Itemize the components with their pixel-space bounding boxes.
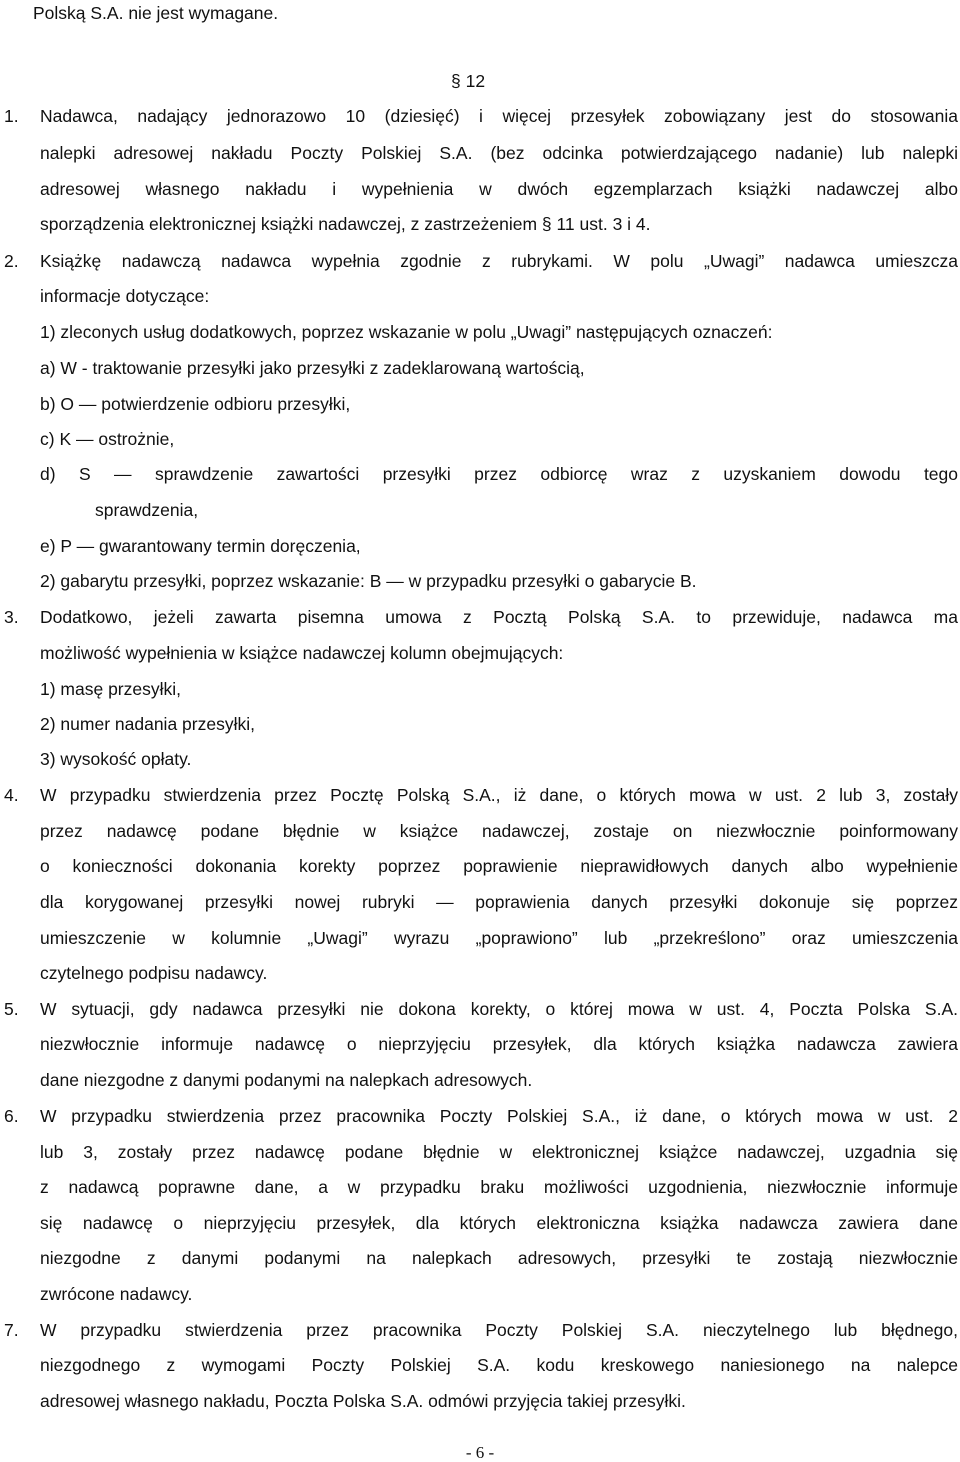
list-item: 2) numer nadania przesyłki, [40,714,255,734]
paragraph-line: o konieczności dokonania korekty poprzez poprawienie nieprawidłowych danych albo wypełnienie [40,856,958,876]
paragraph-line: lub 3, zostały przez nadawcę podane błędnie w elektronicznej książce nadawczej, uzgadnia się [40,1142,958,1162]
paragraph-line: informacje dotyczące: [40,286,210,306]
list-item: 3) wysokość opłaty. [40,749,192,769]
paragraph-line: możliwość wypełnienia w książce nadawczej kolumn obejmujących: [40,643,564,663]
paragraph-number: 3. [4,607,19,627]
paragraph-line: adresowej własnego nakładu i wypełnienia w dwóch egzemplarzach książki nadawczej albo [40,179,958,199]
paragraph-line: W przypadku stwierdzenia przez Pocztę Polską S.A., iż dane, o których mowa w ust. 2 lub 3, zostały [40,785,958,805]
paragraph-number: 7. [4,1320,19,1340]
paragraph-line: z nadawcą poprawne dane, a w przypadku braku możliwości uzgodnienia, niezwłocznie informuje [40,1177,958,1197]
paragraph-line: nalepki adresowej nakładu Poczty Polskiej S.A. (bez odcinka potwierdzającego nadanie) lub nalepki [40,143,958,163]
list-item: sprawdzenia, [95,500,199,520]
paragraph-number: 6. [4,1106,19,1126]
list-item: 1) masę przesyłki, [40,679,182,699]
paragraph-line: się nadawcę o nieprzyjęciu przesyłek, dla których elektroniczna książka nadawcza zawiera dane [40,1213,958,1233]
paragraph-line: adresowej własnego nakładu, Poczta Polska S.A. odmówi przyjęcia takiej przesyłki. [40,1391,686,1411]
paragraph-line: Książkę nadawczą nadawca wypełnia zgodnie z rubrykami. W polu „Uwagi” nadawca umieszcza [40,251,958,271]
paragraph-number: 5. [4,999,19,1019]
paragraph-line: Nadawca, nadający jednorazowo 10 (dziesięć) i więcej przesyłek zobowiązany jest do stosowania [40,106,958,126]
list-item: a) W - traktowanie przesyłki jako przesyłki z zadeklarowaną wartością, [40,358,585,378]
list-item: 2) gabarytu przesyłki, poprzez wskazanie: B — w przypadku przesyłki o gabarycie B. [40,571,697,591]
paragraph-number: 4. [4,785,19,805]
paragraph-number: 2. [4,251,19,271]
paragraph-line: niezwłocznie informuje nadawcę o nieprzyjęciu przesyłek, dla których książka nadawcza zawiera [40,1034,958,1054]
paragraph-line: czytelnego podpisu nadawcy. [40,963,268,983]
paragraph-line: W sytuacji, gdy nadawca przesyłki nie dokona korekty, o której mowa w ust. 4, Poczta Polska S.A. [40,999,958,1019]
list-item: e) P — gwarantowany termin doręczenia, [40,536,361,556]
paragraph-line: zwrócone nadawcy. [40,1284,193,1304]
list-item: c) K — ostrożnie, [40,429,175,449]
paragraph-number: 1. [4,106,19,126]
paragraph-line: przez nadawcę podane błędnie w książce nadawczej, zostaje on niezwłocznie poinformowany [40,821,958,841]
paragraph-line: W przypadku stwierdzenia przez pracownika Poczty Polskiej S.A., iż dane, o których mowa w ust. 2 [40,1106,958,1126]
paragraph-line: niezgodnego z wymogami Poczty Polskiej S.A. kodu kreskowego naniesionego na nalepce [40,1355,958,1375]
paragraph-line: niezgodne z danymi podanymi na nalepkach adresowych, przesyłki te zostają niezwłocznie [40,1248,958,1268]
top-line: Polską S.A. nie jest wymagane. [33,3,279,23]
paragraph-line: Dodatkowo, jeżeli zawarta pisemna umowa z Pocztą Polską S.A. to przewiduje, nadawca ma [40,607,958,627]
paragraph-line: umieszczenie w kolumnie „Uwagi” wyrazu „poprawiono” lub „przekreślono” oraz umieszczenia [40,928,958,948]
paragraph-line: dane niezgodne z danymi podanymi na nalepkach adresowych. [40,1070,533,1090]
paragraph-line: W przypadku stwierdzenia przez pracownika Poczty Polskiej S.A. nieczytelnego lub błędnego, [40,1320,958,1340]
section-title: § 12 [451,71,486,91]
paragraph-line: dla korygowanej przesyłki nowej rubryki — poprawienia danych przesyłki dokonuje się poprzez [40,892,958,912]
list-item: 1) zleconych usług dodatkowych, poprzez wskazanie w polu „Uwagi” następujących oznaczeń: [40,322,773,342]
paragraph-line: sporządzenia elektronicznej książki nadawczej, z zastrzeżeniem § 11 ust. 3 i 4. [40,214,651,234]
list-item: b) O — potwierdzenie odbioru przesyłki, [40,394,351,414]
page-number: - 6 - [465,1443,495,1462]
list-item: d) S — sprawdzenie zawartości przesyłki przez odbiorcę wraz z uzyskaniem dowodu tego [40,464,958,484]
